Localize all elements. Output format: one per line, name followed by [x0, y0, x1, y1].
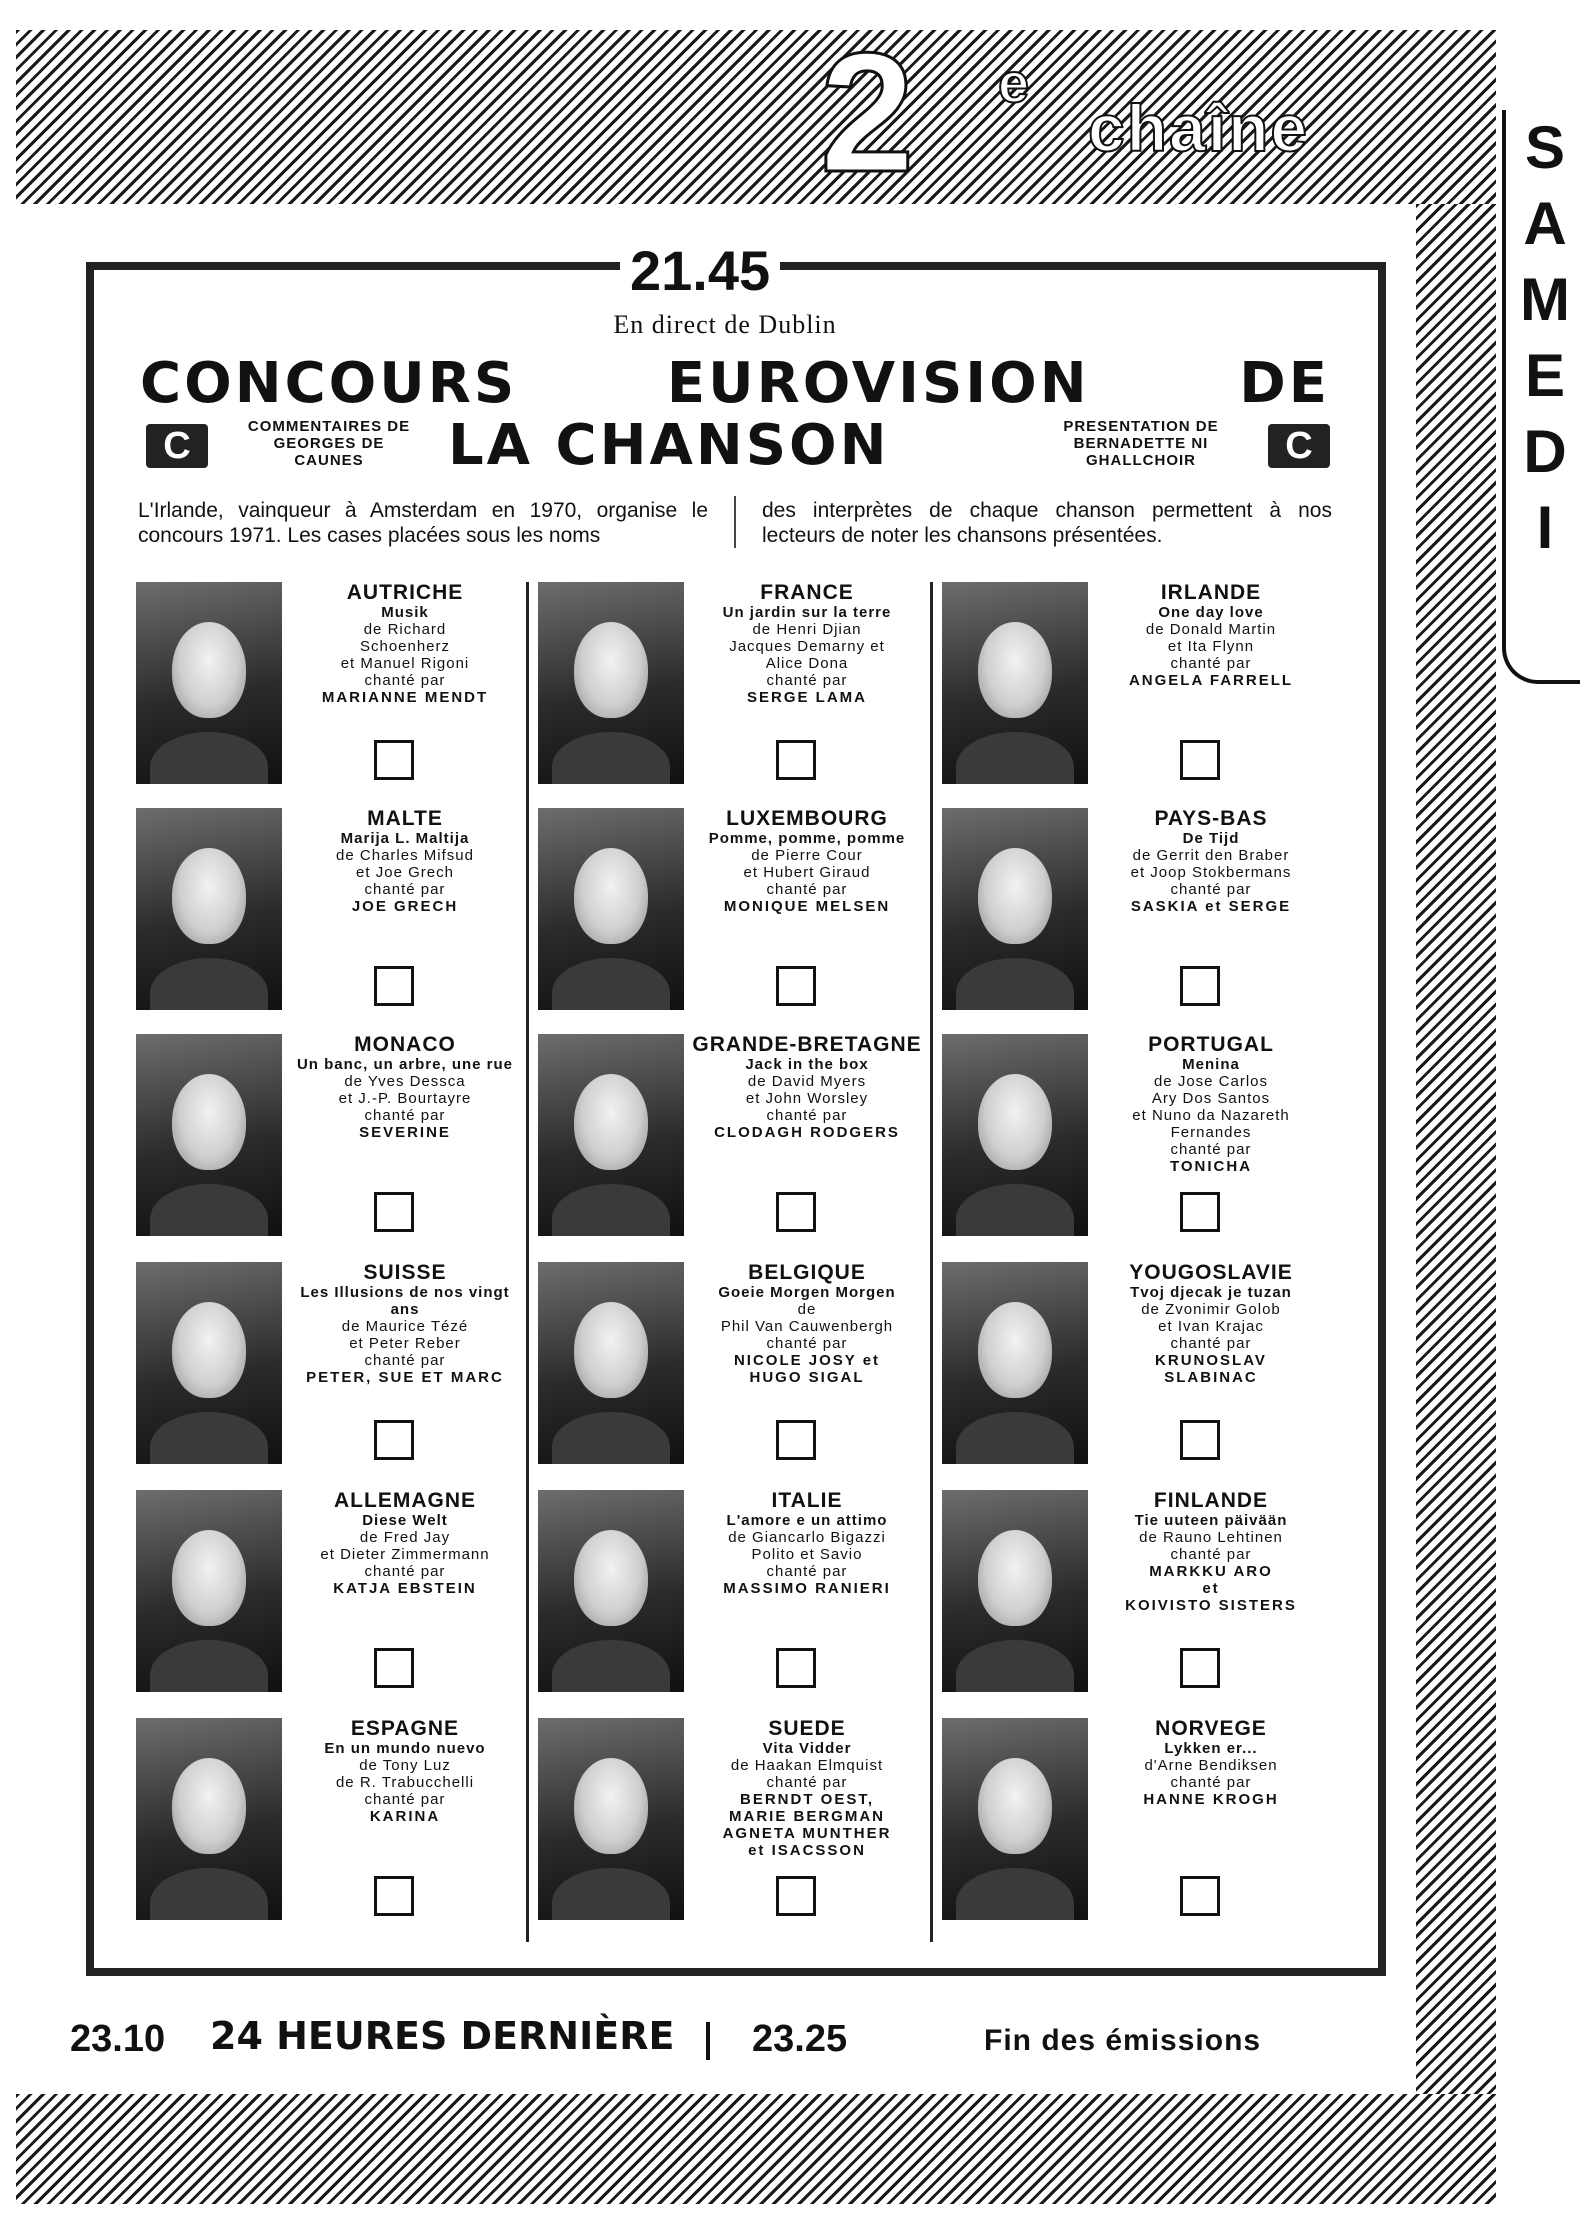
entry-belgique [538, 1262, 926, 1472]
day-letter: D [1523, 418, 1567, 485]
vote-checkbox[interactable] [776, 1648, 816, 1688]
day-letter: E [1524, 342, 1566, 409]
photo-face [574, 1758, 648, 1854]
commentary-credit: COMMENTAIRES DE GEORGES DE CAUNES [247, 418, 411, 469]
entry-info [688, 1034, 926, 1141]
channel-logo [820, 18, 1420, 208]
country-name: FRANCE [760, 581, 854, 604]
singer-name: MARIANNE MENDT [321, 689, 489, 706]
footer-time-1: 23.10 [70, 2018, 166, 2060]
country-name: YOUGOSLAVIE [1129, 1261, 1293, 1284]
song-credits: de Henri Djian Jacques Demarny et Alice Dona chanté par [729, 621, 885, 689]
singer-name: ANGELA FARRELL [1128, 672, 1294, 689]
song-credits: de David Myers et John Worsley chanté par [745, 1073, 869, 1124]
song-title: Musik [381, 604, 429, 621]
entry-suisse [136, 1262, 524, 1472]
photo-body [150, 732, 268, 784]
intro-divider [734, 496, 736, 548]
photo-face [172, 848, 246, 944]
song-title: De Tijd [1182, 830, 1240, 847]
singer-photo [136, 1718, 282, 1920]
song-title: Jack in the box [745, 1056, 869, 1073]
column-divider [526, 582, 529, 1942]
song-credits: de Tony Luz de R. Trabucchelli chanté par [335, 1757, 475, 1808]
singer-photo [538, 1490, 684, 1692]
vote-checkbox[interactable] [374, 1420, 414, 1460]
song-credits: d'Arne Bendiksen chanté par [1144, 1757, 1278, 1791]
vote-checkbox[interactable] [1180, 1876, 1220, 1916]
country-name: SUEDE [768, 1717, 846, 1740]
singer-photo [538, 582, 684, 784]
song-title: Pomme, pomme, pomme [708, 830, 906, 847]
photo-body [150, 1868, 268, 1920]
country-name: SUISSE [363, 1261, 447, 1284]
entry-italie [538, 1490, 926, 1700]
singer-photo [136, 1034, 282, 1236]
song-credits: de Rauno Lehtinen chanté par [1139, 1529, 1283, 1563]
photo-face [574, 1530, 648, 1626]
song-title: Vita Vidder [762, 1740, 852, 1757]
country-name: ITALIE [771, 1489, 843, 1512]
vote-checkbox[interactable] [374, 1876, 414, 1916]
singer-photo [942, 1262, 1088, 1464]
column-divider [930, 582, 933, 1942]
presentation-credit: PRESENTATION DE BERNADETTE NI GHALLCHOIR [1063, 418, 1219, 469]
country-name: PORTUGAL [1148, 1033, 1274, 1056]
photo-body [150, 1184, 268, 1236]
song-title: Un jardin sur la terre [722, 604, 892, 621]
photo-face [172, 1530, 246, 1626]
entry-monaco [136, 1034, 524, 1244]
entry-info [688, 1490, 926, 1597]
country-name: BELGIQUE [748, 1261, 866, 1284]
country-name: FINLANDE [1153, 1489, 1269, 1512]
vote-checkbox[interactable] [776, 1420, 816, 1460]
entry-info [286, 1034, 524, 1141]
entry-france [538, 582, 926, 792]
vote-checkbox[interactable] [776, 1876, 816, 1916]
vote-checkbox[interactable] [1180, 966, 1220, 1006]
singer-name: SASKIA et SERGE [1130, 898, 1292, 915]
song-credits: de Fred Jay et Dieter Zimmermann chanté par [320, 1529, 490, 1580]
singer-photo [538, 808, 684, 1010]
entry-finlande [942, 1490, 1330, 1700]
photo-face [574, 622, 648, 718]
singer-photo [942, 582, 1088, 784]
singer-name: CLODAGH RODGERS [714, 1124, 900, 1141]
singer-photo [136, 582, 282, 784]
photo-body [552, 1412, 670, 1464]
entry-espagne [136, 1718, 524, 1928]
photo-face [574, 1302, 648, 1398]
song-credits: de Jose Carlos Ary Dos Santos et Nuno da Nazareth Fernandes chanté par [1132, 1073, 1290, 1158]
entry-info [1092, 1262, 1330, 1386]
entry-allemagne [136, 1490, 524, 1700]
song-credits: de Haakan Elmquist chanté par [730, 1757, 884, 1791]
vote-checkbox[interactable] [374, 966, 414, 1006]
day-letter: I [1536, 494, 1554, 561]
photo-face [172, 622, 246, 718]
entry-info [286, 1490, 524, 1597]
song-title: Goeie Morgen Morgen [718, 1284, 896, 1301]
footer-divider [706, 2022, 710, 2060]
photo-face [172, 1758, 246, 1854]
entry-pays-bas [942, 808, 1330, 1018]
hatched-banner-bottom [16, 2094, 1496, 2204]
photo-face [978, 622, 1052, 718]
photo-body [552, 732, 670, 784]
photo-face [574, 848, 648, 944]
vote-checkbox[interactable] [1180, 1648, 1220, 1688]
photo-face [978, 1530, 1052, 1626]
vote-checkbox[interactable] [374, 740, 414, 780]
singer-photo [136, 808, 282, 1010]
song-title: Marija L. Maltija [340, 830, 470, 847]
song-credits: de Gerrit den Braber et Joop Stokbermans chanté par [1130, 847, 1292, 898]
country-name: MALTE [367, 807, 443, 830]
photo-face [978, 848, 1052, 944]
song-credits: de Charles Mifsud et Joe Grech chanté par [336, 847, 474, 898]
singer-name: JOE GRECH [351, 898, 459, 915]
song-credits: de Donald Martin et Ita Flynn chanté par [1145, 621, 1277, 672]
photo-face [172, 1302, 246, 1398]
entry-info [688, 1718, 926, 1859]
country-name: AUTRICHE [346, 581, 464, 604]
entry-yougoslavie [942, 1262, 1330, 1472]
color-logo-icon: C [146, 424, 208, 468]
song-title: Tvoj djecak je tuzan [1130, 1284, 1292, 1301]
entry-info [1092, 808, 1330, 915]
singer-photo [136, 1262, 282, 1464]
vote-checkbox[interactable] [776, 740, 816, 780]
country-name: IRLANDE [1160, 581, 1262, 604]
entry-luxembourg [538, 808, 926, 1018]
singer-name: KATJA EBSTEIN [333, 1580, 477, 1597]
footer-time-2: 23.25 [752, 2018, 848, 2060]
program-time: 21.45 [620, 238, 780, 304]
photo-body [552, 1184, 670, 1236]
hatched-border-right [1416, 204, 1496, 2094]
singer-name: KRUNOSLAV SLABINAC [1155, 1352, 1267, 1386]
country-name: PAYS-BAS [1154, 807, 1268, 830]
vote-checkbox[interactable] [374, 1192, 414, 1232]
entry-info [1092, 1718, 1330, 1808]
program-title-line-2: LA CHANSON [448, 413, 890, 478]
song-credits: de Yves Dessca et J.-P. Bourtayre chanté par [338, 1073, 472, 1124]
song-credits: de Pierre Cour et Hubert Giraud chanté par [743, 847, 871, 898]
singer-name: HANNE KROGH [1143, 1791, 1279, 1808]
singer-photo [942, 808, 1088, 1010]
entry-info [688, 808, 926, 915]
vote-checkbox[interactable] [776, 966, 816, 1006]
singer-name: MASSIMO RANIERI [723, 1580, 891, 1597]
song-credits: de Giancarlo Bigazzi Polito et Savio chanté par [728, 1529, 886, 1580]
entry-suede [538, 1718, 926, 1928]
photo-body [150, 1412, 268, 1464]
country-name: NORVEGE [1155, 1717, 1267, 1740]
entry-portugal [942, 1034, 1330, 1244]
song-credits: de Phil Van Cauwenbergh chanté par [720, 1301, 894, 1352]
entry-info [688, 582, 926, 706]
country-name: ESPAGNE [350, 1717, 460, 1740]
day-tab [1502, 110, 1580, 684]
entry-malte [136, 808, 524, 1018]
entry-info [286, 1718, 524, 1825]
singer-photo [942, 1034, 1088, 1236]
vote-checkbox[interactable] [776, 1192, 816, 1232]
singer-name: PETER, SUE ET MARC [306, 1369, 504, 1386]
program-title-line-1: CONCOURS EUROVISION DE [140, 351, 1330, 416]
entry-info [1092, 1034, 1330, 1175]
song-title: Les Illusions de nos vingt ans [300, 1284, 510, 1318]
singer-name: NICOLE JOSY et HUGO SIGAL [733, 1352, 881, 1386]
singer-photo [136, 1490, 282, 1692]
country-name: GRANDE-BRETAGNE [692, 1033, 922, 1056]
singer-photo [942, 1718, 1088, 1920]
song-credits: de Maurice Tézé et Peter Reber chanté par [341, 1318, 469, 1369]
song-title: En un mundo nuevo [324, 1740, 486, 1757]
photo-face [978, 1074, 1052, 1170]
day-letter: S [1524, 114, 1566, 181]
photo-body [956, 1868, 1074, 1920]
footer-end-text: Fin des émissions [984, 2024, 1262, 2057]
channel-word: chaîne [1088, 91, 1310, 165]
day-letter: A [1523, 190, 1567, 257]
song-title: Un banc, un arbre, une rue [296, 1056, 514, 1073]
footer-show-title: 24 HEURES DERNIÈRE [210, 2014, 675, 2058]
photo-body [956, 1184, 1074, 1236]
intro-text-left: L'Irlande, vainqueur à Amsterdam en 1970, organise le concours 1971. Les cases placées sous les noms [138, 499, 708, 547]
intro-text-right: des interprètes de chaque chanson permettent à nos lecteurs de noter les chansons présentées. [762, 499, 1332, 547]
entry-info [286, 582, 524, 706]
singer-photo [942, 1490, 1088, 1692]
singer-name: MARKKU ARO et KOIVISTO SISTERS [1125, 1563, 1297, 1614]
singer-photo [538, 1034, 684, 1236]
photo-body [956, 732, 1074, 784]
song-title: Tie uuteen päivään [1134, 1512, 1288, 1529]
photo-face [978, 1758, 1052, 1854]
country-name: ALLEMAGNE [334, 1489, 476, 1512]
entry-info [688, 1262, 926, 1386]
song-title: L'amore e un attimo [726, 1512, 888, 1529]
song-title: Menina [1182, 1056, 1240, 1073]
photo-body [956, 958, 1074, 1010]
day-letter: M [1520, 266, 1570, 333]
entry-info [286, 808, 524, 915]
color-logo-icon: C [1268, 424, 1330, 468]
song-title: Diese Welt [362, 1512, 448, 1529]
vote-checkbox[interactable] [1180, 1420, 1220, 1460]
entry-norvege [942, 1718, 1330, 1928]
singer-name: TONICHA [1169, 1158, 1253, 1175]
singer-photo [538, 1718, 684, 1920]
entry-autriche [136, 582, 524, 792]
singer-name: BERNDT OEST, MARIE BERGMAN AGNETA MUNTHER et ISACSSON [722, 1791, 892, 1859]
singer-name: SERGE LAMA [746, 689, 867, 706]
vote-checkbox[interactable] [1180, 1192, 1220, 1232]
photo-body [552, 958, 670, 1010]
photo-face [172, 1074, 246, 1170]
country-name: LUXEMBOURG [726, 807, 888, 830]
photo-body [150, 1640, 268, 1692]
entry-irlande [942, 582, 1330, 792]
channel-number: 2 [820, 18, 915, 208]
singer-name: KARINA [369, 1808, 441, 1825]
photo-face [574, 1074, 648, 1170]
photo-face [978, 1302, 1052, 1398]
song-title: Lykken er... [1164, 1740, 1258, 1757]
entry-info [286, 1262, 524, 1386]
photo-body [552, 1868, 670, 1920]
photo-body [956, 1640, 1074, 1692]
singer-name: SEVERINE [359, 1124, 451, 1141]
entry-info [1092, 582, 1330, 689]
channel-superscript: e [998, 51, 1030, 114]
song-credits: de Richard Schoenherz et Manuel Rigoni chanté par [340, 621, 470, 689]
photo-body [552, 1640, 670, 1692]
country-name: MONACO [354, 1033, 456, 1056]
entry-grande-bretagne [538, 1034, 926, 1244]
vote-checkbox[interactable] [374, 1648, 414, 1688]
live-subtitle: En direct de Dublin [613, 310, 837, 339]
entry-info [1092, 1490, 1330, 1614]
singer-photo [538, 1262, 684, 1464]
photo-body [150, 958, 268, 1010]
singer-name: MONIQUE MELSEN [723, 898, 891, 915]
photo-body [956, 1412, 1074, 1464]
vote-checkbox[interactable] [1180, 740, 1220, 780]
song-credits: de Zvonimir Golob et Ivan Krajac chanté par [1141, 1301, 1281, 1352]
song-title: One day love [1158, 604, 1264, 621]
